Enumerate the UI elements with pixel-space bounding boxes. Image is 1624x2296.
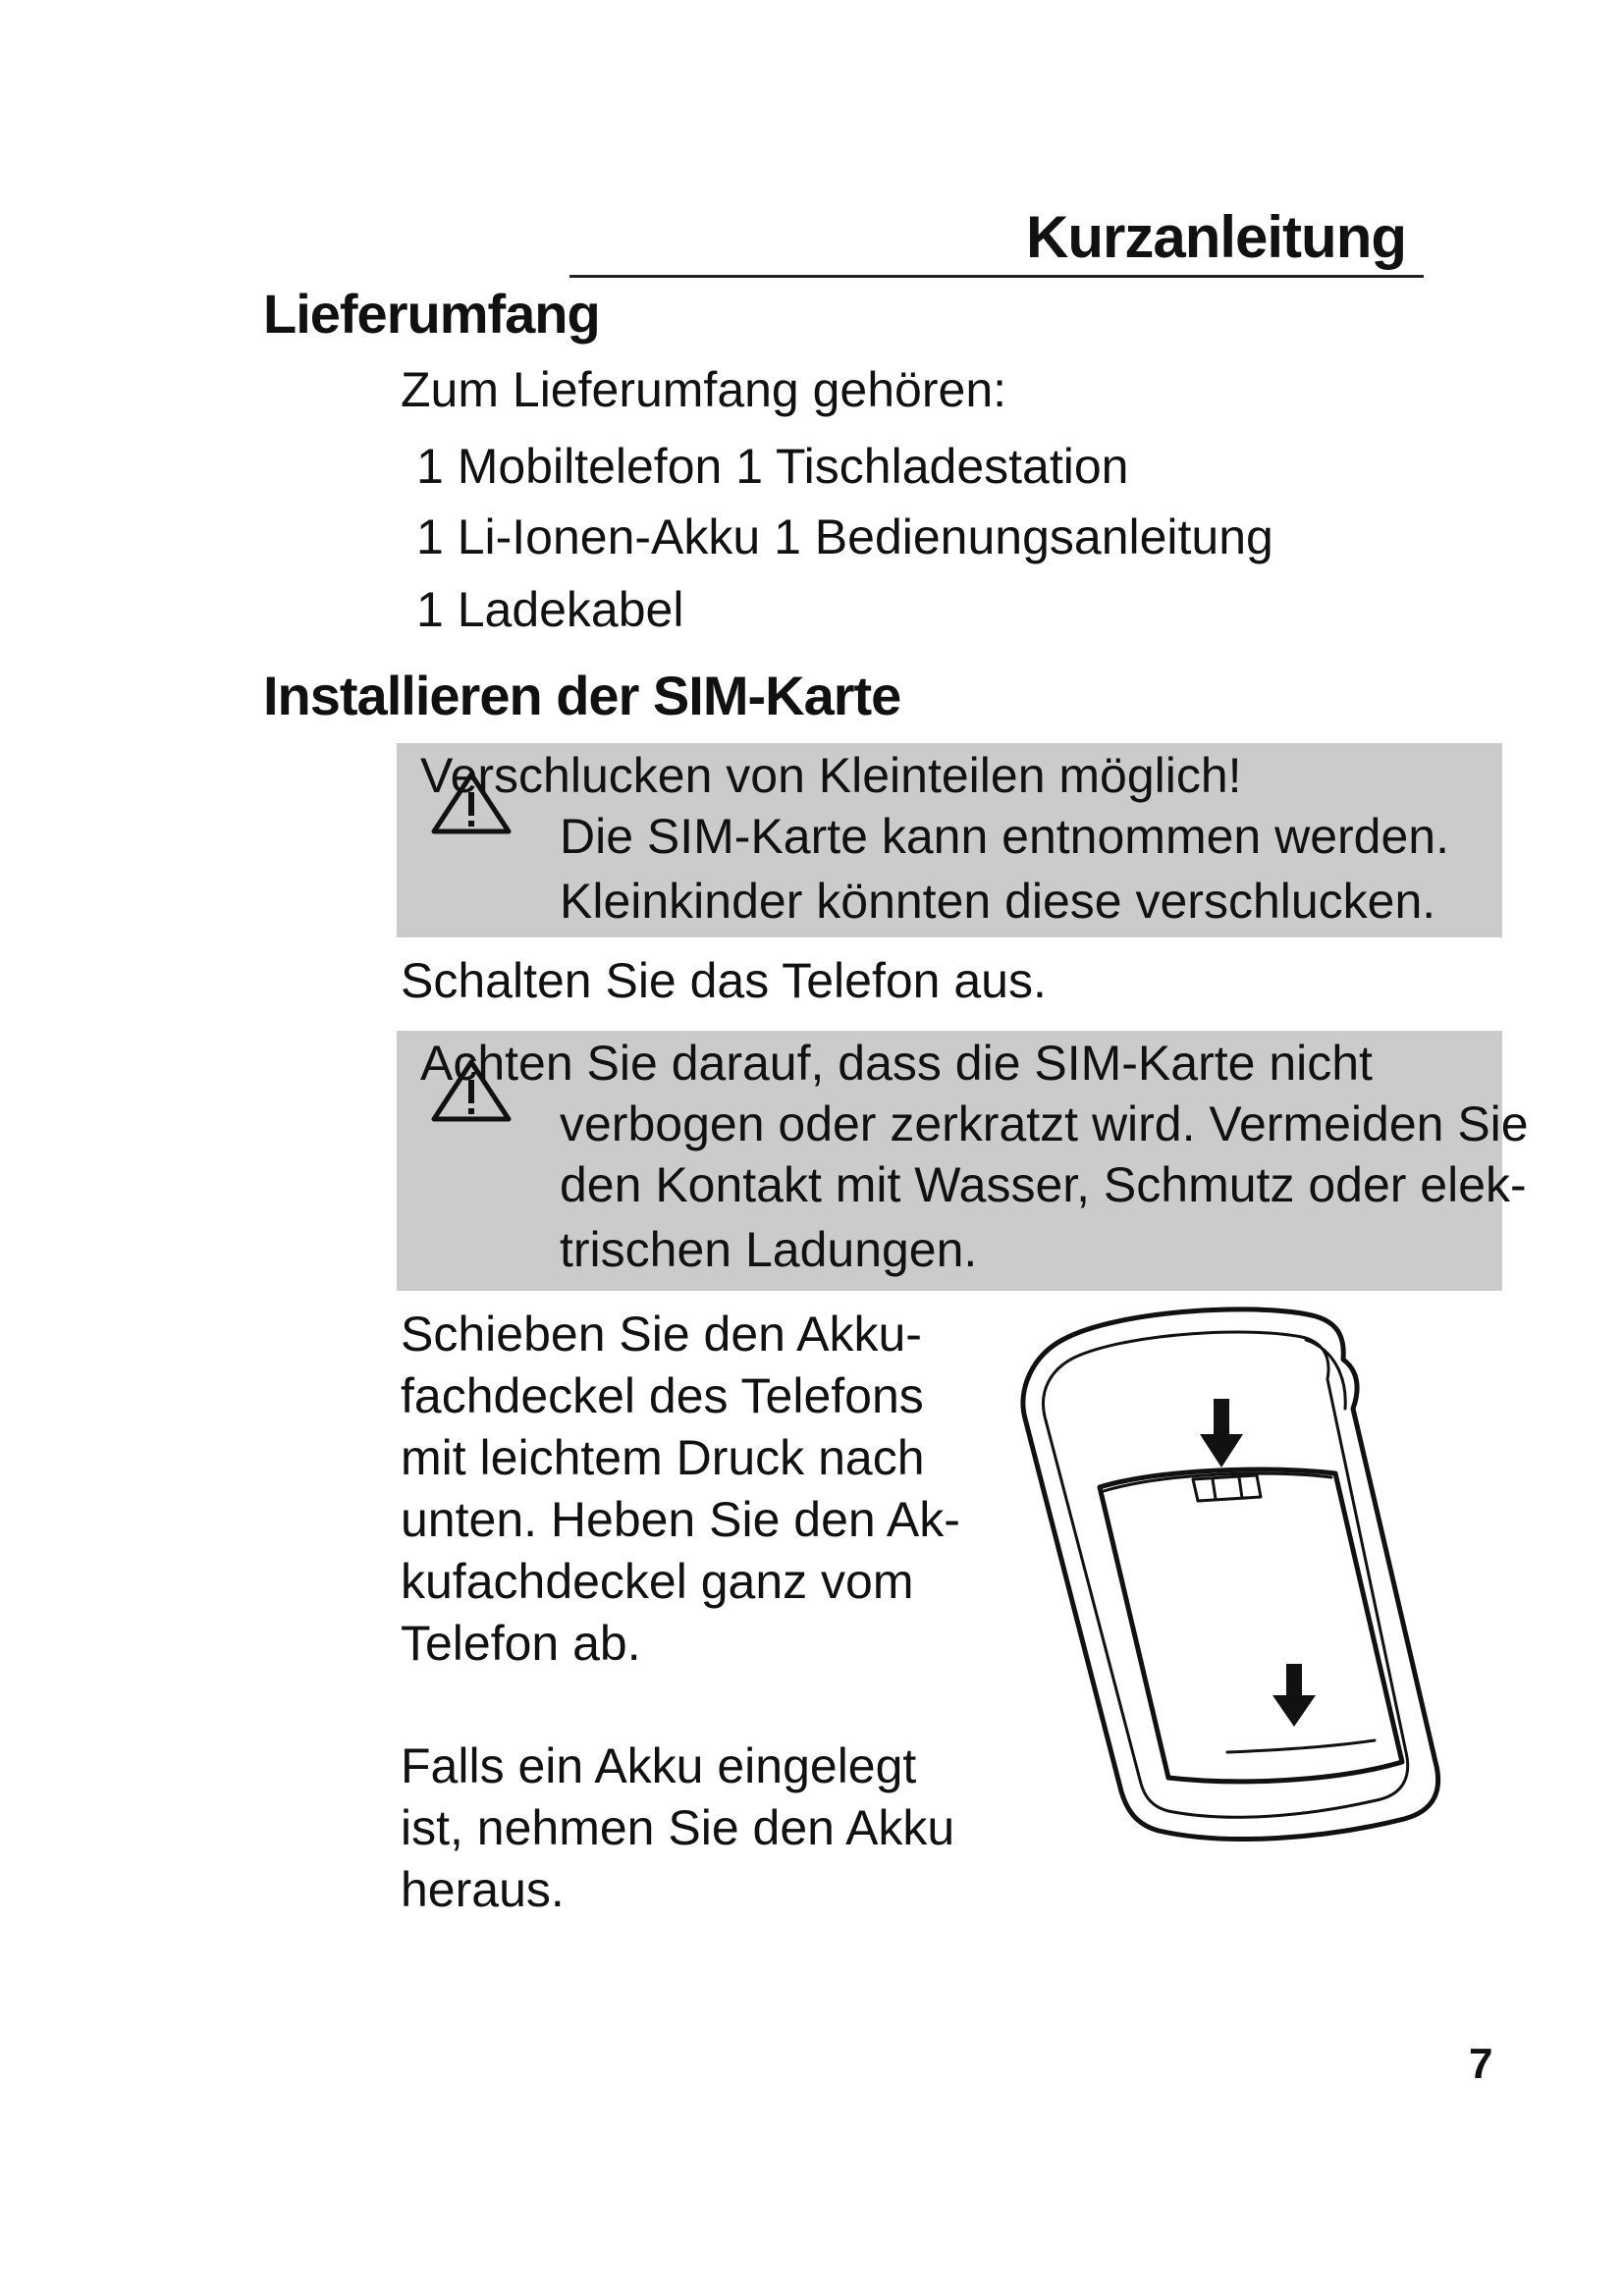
- paragraph-line: unten. Heben Sie den Ak-: [401, 1492, 960, 1547]
- paragraph-line: fachdeckel des Telefons: [401, 1368, 924, 1423]
- chapter-title: Kurzanleitung: [1026, 204, 1406, 270]
- step-paragraph: [401, 1304, 960, 1675]
- paragraph-line: Telefon ab.: [401, 1616, 641, 1671]
- warning-text: Achten Sie darauf, dass die SIM-Karte nicht: [420, 1036, 1373, 1091]
- delivery-item: 1 Li-Ionen-Akku 1 Bedienungsanleitung: [416, 509, 1273, 564]
- warning-text: Die SIM-Karte kann entnommen werden.: [560, 809, 1449, 864]
- warning-box: [397, 1031, 1529, 1291]
- heading-delivery: Lieferumfang: [263, 283, 600, 345]
- warning-text: trischen Ladungen.: [560, 1222, 978, 1277]
- warning-text: den Kontakt mit Wasser, Schmutz oder elek-: [560, 1157, 1527, 1212]
- step-text: Schalten Sie das Telefon aus.: [401, 953, 1047, 1008]
- paragraph-line: heraus.: [401, 1862, 565, 1917]
- heading-sim: Installieren der SIM-Karte: [263, 665, 901, 726]
- paragraph-line: kufachdeckel ganz vom: [401, 1554, 914, 1609]
- chapter-header: [569, 191, 1424, 278]
- warning-text: verbogen oder zerkratzt wird. Vermeiden Sie: [560, 1096, 1529, 1151]
- warning-text: Verschlucken von Kleinteilen möglich!: [420, 748, 1242, 803]
- delivery-intro: Zum Lieferumfang gehören:: [401, 362, 1007, 417]
- paragraph-line: Falls ein Akku eingelegt: [401, 1738, 917, 1793]
- page-number: 7: [1469, 2040, 1493, 2088]
- paragraph-line: ist, nehmen Sie den Akku: [401, 1800, 955, 1855]
- step-paragraph: [401, 1735, 954, 1921]
- phone-battery-cover-illustration: [1011, 1301, 1463, 1850]
- delivery-item: 1 Ladekabel: [416, 582, 684, 637]
- paragraph-line: mit leichtem Druck nach: [401, 1430, 925, 1485]
- warning-box: [397, 743, 1502, 937]
- delivery-item: 1 Mobiltelefon 1 Tischladestation: [416, 439, 1129, 494]
- paragraph-line: Schieben Sie den Akku-: [401, 1307, 922, 1362]
- warning-text: Kleinkinder könnten diese verschlucken.: [560, 874, 1436, 929]
